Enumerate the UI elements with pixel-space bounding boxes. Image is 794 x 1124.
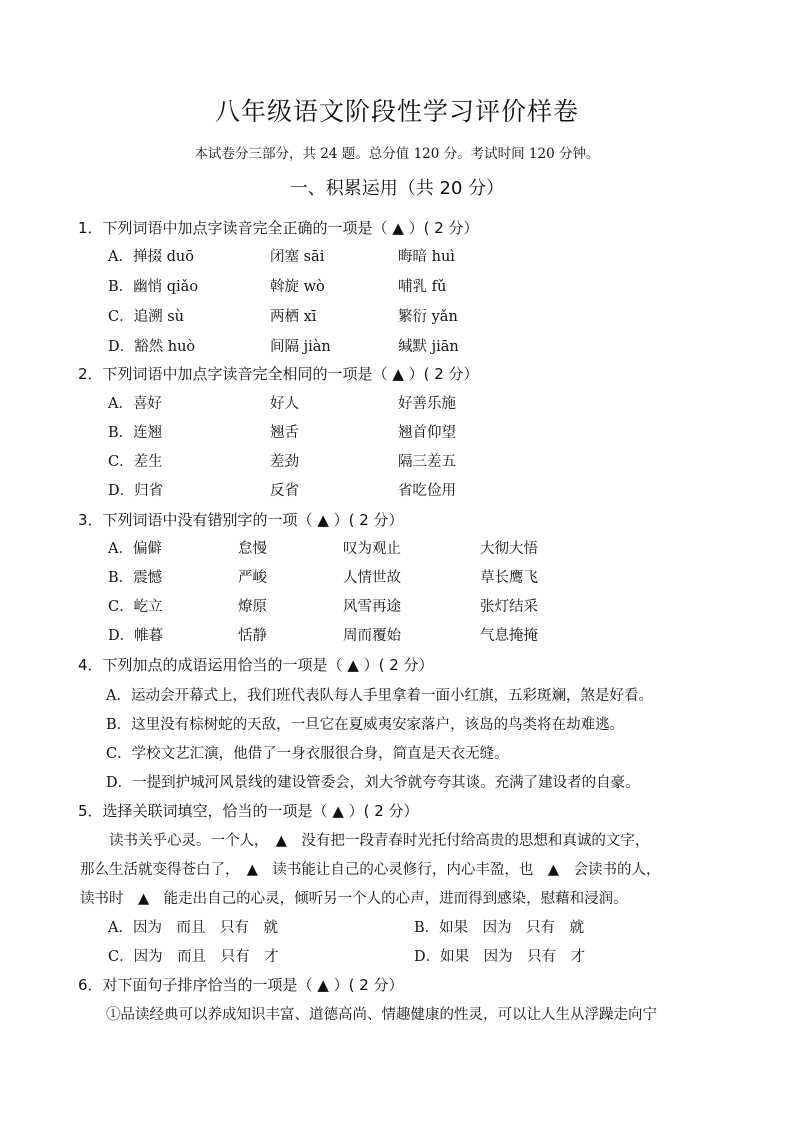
q5-passage-line: 读书关乎心灵。一个人， ▲ 没有把一段青春时光托付给高贵的思想和真诚的文字， — [80, 833, 650, 849]
q3-option-d-word2: 恬静 — [238, 628, 267, 644]
question-5-stem: 5．选择关联词填空，恰当的一项是（ ▲ ）( 2 分） — [78, 802, 419, 820]
q2-option-b-word3: 翘首仰望 — [398, 425, 456, 441]
q1-option-d-word3: 缄默 jiān — [398, 339, 459, 355]
question-4-stem: 4．下列加点的成语运用恰当的一项是（ ▲ ）( 2 分） — [78, 656, 434, 674]
q1-option-d: D．豁然 huò — [108, 339, 196, 355]
question-1-stem: 1．下列词语中加点字读音完全正确的一项是（ ▲ ）( 2 分） — [78, 219, 479, 237]
q3-option-a-word4: 大彻大悟 — [480, 541, 538, 557]
q2-option-a-word2: 好人 — [270, 396, 299, 412]
q2-option-d-word3: 省吃俭用 — [398, 483, 456, 499]
q4-option-d: D．一提到护城河风景线的建设管委会，刘大爷就夸夸其谈。充满了建设者的自豪。 — [106, 775, 640, 791]
q3-option-a-word3: 叹为观止 — [343, 541, 401, 557]
q3-option-c-word4: 张灯结采 — [480, 599, 538, 615]
q1-option-c-word2: 两栖 xī — [270, 309, 317, 325]
q3-option-d-word3: 周而覆始 — [343, 628, 401, 644]
q3-option-b-word2: 严峻 — [238, 570, 267, 586]
q2-option-b: B．连翘 — [108, 425, 163, 441]
q2-option-d: D．归省 — [108, 483, 164, 499]
q3-option-b-word3: 人情世故 — [343, 570, 401, 586]
q3-option-b-word4: 草长鹰飞 — [480, 570, 538, 586]
q4-option-b: B．这里没有棕树蛇的天敌，一旦它在夏威夷安家落户，该岛的鸟类将在劫难逃。 — [106, 717, 625, 733]
q2-option-c-word3: 隔三差五 — [398, 454, 456, 470]
q2-option-c-word2: 差劲 — [270, 454, 299, 470]
section-heading: 一、积累运用（共 20 分） — [289, 178, 505, 199]
q3-option-a: A．偏僻 — [108, 541, 162, 557]
question-2-stem: 2．下列词语中加点字读音完全相同的一项是（ ▲ ）( 2 分） — [78, 365, 479, 383]
q4-option-a: A．运动会开幕式上，我们班代表队每人手里拿着一面小红旗，五彩斑斓，煞是好看。 — [106, 688, 653, 704]
question-3-stem: 3．下列词语中没有错别字的一项（ ▲ ）( 2 分） — [78, 511, 404, 529]
q5-passage-line: 那么生活就变得苍白了， ▲ 读书能让自己的心灵修行，内心丰盈，也 ▲ 会读书的人， — [80, 862, 661, 878]
q3-option-d: D．帷暮 — [108, 628, 164, 644]
q4-option-c: C．学校文艺汇演，他借了一身衣服很合身，简直是天衣无缝。 — [106, 746, 509, 762]
q5-passage-line: 读书时 ▲ 能走出自己的心灵，倾听另一个人的心声，进而得到感染，慰藉和浸润。 — [80, 891, 628, 907]
q1-option-b-word3: 哺乳 fǔ — [398, 279, 447, 295]
q5-option-a: A．因为 而且 只有 就 — [108, 920, 278, 936]
q1-option-c: C．追溯 sù — [108, 309, 184, 325]
q1-option-a-word2: 闭塞 sāi — [270, 249, 325, 265]
q3-option-c-word3: 风雪再途 — [343, 599, 401, 615]
q2-option-a: A．喜好 — [108, 396, 162, 412]
exam-instructions: 本试卷分三部分，共 24 题。总分值 120 分。考试时间 120 分钟。 — [194, 146, 600, 162]
q1-option-d-word2: 间隔 jiàn — [270, 339, 331, 355]
q2-option-d-word2: 反省 — [270, 483, 299, 499]
q2-option-b-word2: 翘舌 — [270, 425, 299, 441]
q1-option-b-word2: 斡旋 wò — [270, 279, 325, 295]
question-6-stem: 6．对下面句子排序恰当的一项是（ ▲ ）( 2 分） — [78, 976, 404, 994]
q3-option-b: B．震憾 — [108, 570, 163, 586]
q5-option-b: B．如果 因为 只有 就 — [414, 920, 585, 936]
q3-option-c-word2: 燎原 — [238, 599, 267, 615]
q5-option-d: D．如果 因为 只有 才 — [414, 949, 586, 965]
page-title: 八年级语文阶段性学习评价样卷 — [214, 97, 579, 126]
q3-option-c: C．屹立 — [108, 599, 163, 615]
q2-option-a-word3: 好善乐施 — [398, 396, 456, 412]
q3-option-a-word2: 怠慢 — [238, 541, 267, 557]
q6-sentence-1: ①品读经典可以养成知识丰富、道德高尚、情趣健康的性灵，可以让人生从浮躁走向宁 — [106, 1007, 657, 1023]
q1-option-c-word3: 繁衍 yǎn — [398, 309, 458, 325]
q1-option-a: A．掸掇 duō — [108, 249, 194, 265]
q1-option-a-word3: 晦暗 huì — [398, 249, 455, 265]
q2-option-c: C．差生 — [108, 454, 163, 470]
q5-option-c: C．因为 而且 只有 才 — [108, 949, 279, 965]
q3-option-d-word4: 气息掩掩 — [480, 628, 538, 644]
q1-option-b: B．幽悄 qiǎo — [108, 279, 199, 295]
